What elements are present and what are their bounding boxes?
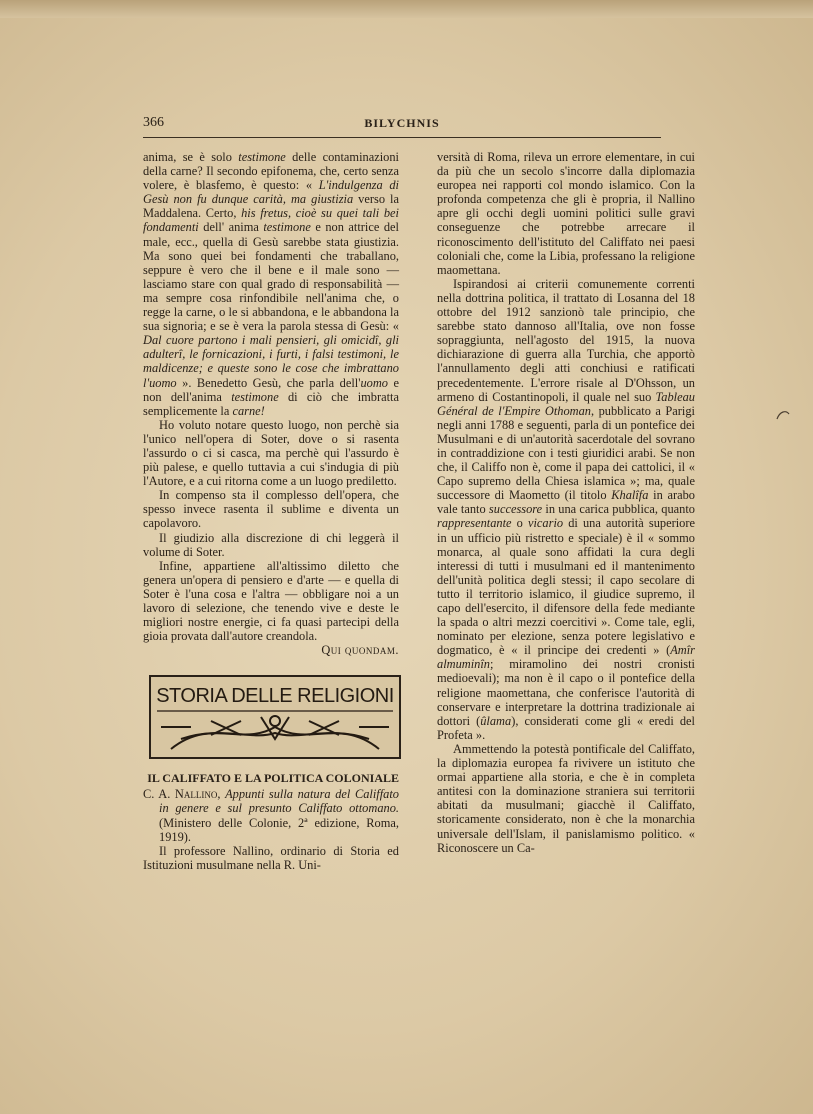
italic-span: ûlama — [480, 713, 512, 728]
italic-span: testimone — [238, 150, 286, 164]
paragraph: Il giudizio alla discrezione di chi leggerà il volume di Soter. — [143, 530, 399, 559]
banner-ornament — [151, 677, 399, 757]
italic-span: L'indulgenza di Gesù non fu dunque carità, ma giustizia — [143, 178, 399, 207]
journal-title: BILYCHNIS — [364, 116, 440, 130]
italic-span: uomo — [360, 375, 388, 390]
running-header — [143, 115, 661, 137]
margin-pencil-mark — [775, 408, 791, 422]
paragraph: Ispirandosi ai criterii comunemente correnti nella dottrina politica, il trattato di Losanna del 18 ottobre del 1912 sanzionò tale principio, che sarebbe stato dannoso all'Italia, ove non fosse sopraggiunta, nell'agosto del 1915, la nuova dichiarazione di guerra alla Turchia, che apportò l'annullamento degli atti conchiusi e ratificati precedentemente. L'errore risale al D'Ohsson, un armeno di Costantinopoli, il quale nel suo Tableau Général de l'Empire Othoman, pubblicato a Parigi negli anni 1788 e seguenti, parla di un pontefice dei Musulmani e di un'autorità sacerdotale del sovrano in contraddizione con i testi giuridici arabi. Se non che, il Califfo non è, come il papa dei cattolici, il « Capo supremo della Chiesa islamica »; ma, quale successore di Maometto (il titolo Khalîfa in arabo vale tanto successore in una carica pubblica, quanto rappresentante o vicario di una autorità superiore in un ufficio più ristretto e speciale) è il « sommo monarca, al quale sono affidati la cura degli interessi di tutti i musulmani ed il mantenimento dell'unità politica degli stessi; il capo secolare di tutto il territorio islamico, il giudice supremo, il capo dell'esercito, il difensore della fede mediante la spada o altri mezzi coercitivi ». Come tale, egli, nominato per elezione, senza potere legislativo e dogmatico, è « il principe dei credenti » (Amîr almuminîn; miramolino dei nostri cronisti medioevali); ma non è il capo o il pontefice della religione maomettana, che conferisce l'autorità di conservare e interpretare la dottrina tradizionale ai dottori (ûlama), considerati come gli « eredi del Profeta ». — [437, 276, 695, 742]
paragraph: Il professore Nallino, ordinario di Storia ed Istituzioni musulmane nella R. Uni- — [143, 843, 399, 872]
italic-span: testimone — [263, 220, 311, 235]
paragraph: In compenso sta il complesso dell'opera, che spesso invece rasenta il sublime e diventa un capolavoro. — [143, 488, 399, 531]
italic-span: Tableau Général de l'Empire Othoman — [437, 389, 695, 418]
page-number: 366 — [143, 115, 164, 130]
paragraph: anima, se è solo testimone delle contaminazioni della carne? Il secondo epifonema, che, certo senza volere, è blasfemo, è questo: « L'indulgenza di Gesù non fu dunque carità, ma giustizia verso la Maddalena. Certo, his fretus, cioè su quei tali bei fondamenti dell' anima testimone e non attrice del male, ecc., quella di Gesù sarebbe stata giustizia. Ma sono quei bei fondamenti che traballano, seppure è vero che il bene e il male sono — lasciamo stare con qual grado di responsabilità — ma sempre cosa rinfondibile nell'anima che, o regge la carne, o le si abbandona, e le abbandona la sua signoria; e se è vera la parola stessa di Gesù: « Dal cuore partono i mali pensieri, gli omicidî, gli adulterî, le fornicazioni, i furti, i falsi testimoni, le maldicenze; e queste sono le cose che imbrattano l'uomo ». Benedetto Gesù, che parla dell'uomo e non dell'anima testimone di ciò che imbratta semplicemente la carne! — [143, 150, 399, 418]
italic-span: Appunti sulla natura del Califfato in genere e sul presunto Califfato ottomano. — [159, 787, 400, 816]
header-rule — [143, 137, 661, 138]
italic-span: successore — [488, 502, 543, 517]
section-heading: IL CALIFFATO E LA POLITICA COLONIALE — [147, 771, 399, 786]
left-column — [143, 150, 399, 872]
italic-span: vicario — [527, 516, 564, 531]
banner-title: STORIA DELLE RELIGIONI — [156, 685, 394, 708]
author-name: C. A. Nallino — [143, 787, 218, 802]
italic-span: Dal cuore partono i mali pensieri, gli omicidî, gli adulterî, le fornicazioni, i furti, i falsi testimoni, le maldicenze; e queste sono le cose che imbrattano l'uomo — [143, 333, 399, 390]
page-top-edge — [0, 0, 813, 18]
signature: Qui quondam. — [321, 643, 399, 658]
paragraph: versità di Roma, rileva un errore elementare, in cui da più che un secolo s'incorre dalla diplomazia europea nei rapporti col mondo islamico. Con la profonda competenza che gli è propria, il Nallino apre gli occhi degli uomini politici sulle gravi conseguenze che potrebbe arrecare il riconoscimento dell'istituto del Califfato nei paesi coloniali che, come la Libia, professano la religione maomettana. — [437, 150, 695, 277]
italic-span: Khalîfa — [611, 488, 649, 503]
italic-span: testimone — [231, 389, 279, 404]
italic-span: Amîr almuminîn — [437, 643, 695, 672]
italic-span: carne! — [232, 403, 265, 418]
italic-span: his fretus, cioè su quei tali bei fondamenti — [143, 206, 399, 235]
paragraph: Ammettendo la potestà pontificale del Califfato, la diplomazia europea fa rivivere un istituto che ormai appartiene alla storia, e che è in completa antitesi con la dominazione straniera sui territorii abitati da musulmani; giacchè il Califfato, storicamente considerato, non è che la monarchia universale dell'Islam, il panislamismo politico. « Riconoscere un Ca- — [437, 741, 695, 855]
section-banner — [149, 675, 401, 759]
paragraph: Infine, appartiene all'altissimo diletto che genera un'opera di pensiero e d'arte — e quella di Soter è l'una cosa e l'altra — obbligare noi a un lavoro di selezione, che tenendo vive e deste le migliori nostre energie, ci fa quasi partecipi della gioia provata dall'autore creandola. — [143, 558, 399, 644]
bibliographic-entry: C. A. Nallino, Appunti sulla natura del Califfato in genere e sul presunto Califfato ottomano. (Ministero delle Colonie, 2ª edizione, Roma, 1919). — [143, 787, 400, 844]
italic-span: rappresentante — [437, 516, 512, 531]
paragraph: Ho voluto notare questo luogo, non perchè sia l'unico nell'opera di Soter, dove o si rasenta l'assurdo o ci si casca, ma perchè qui l'assurdo è più palese, e quello tuttavia a cui s'indugia di più l'Autore, e a cui ritorna come a un luogo prediletto. — [143, 417, 399, 489]
right-column — [437, 150, 695, 855]
